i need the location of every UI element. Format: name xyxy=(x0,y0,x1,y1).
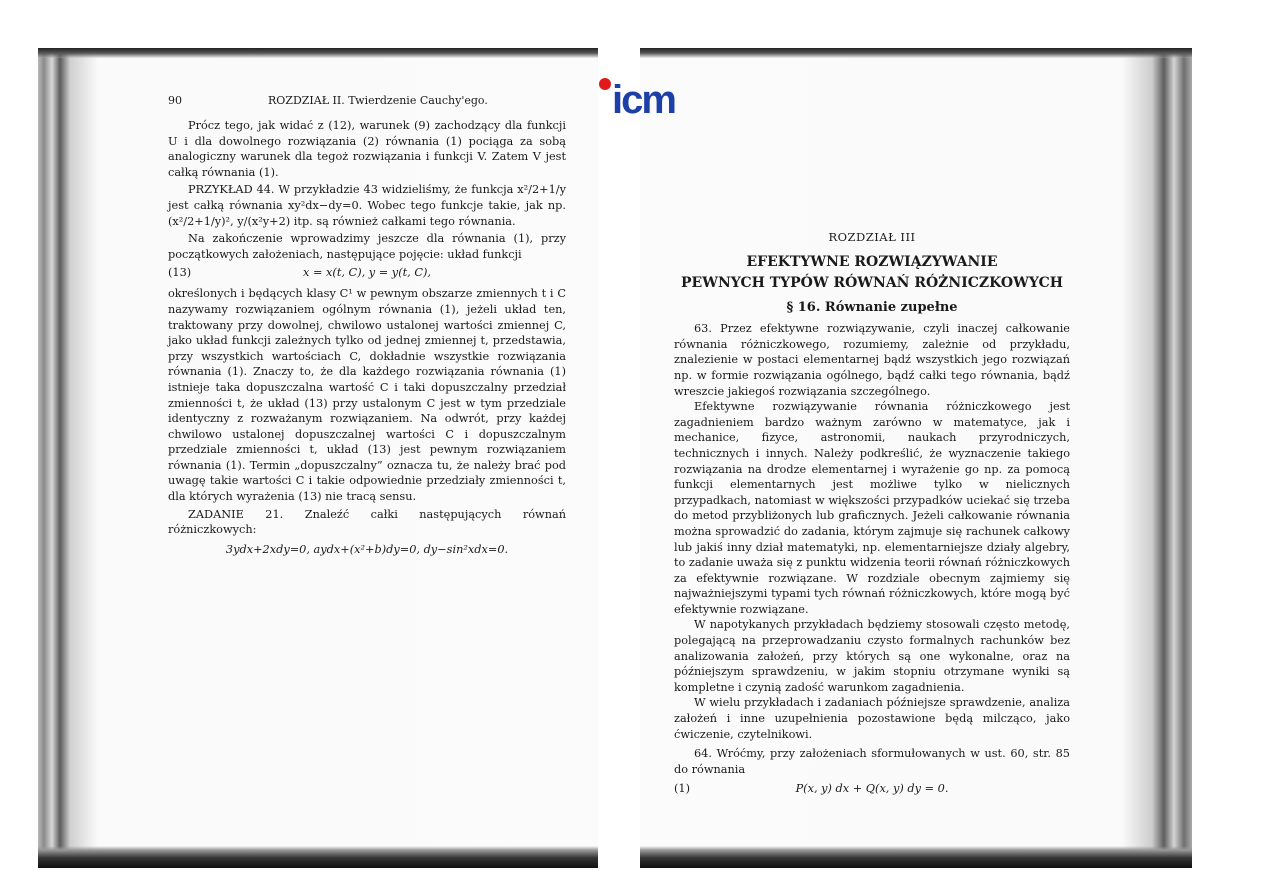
paragraph: 64. Wróćmy, przy założeniach sformułowanych w ust. 60, str. 85 do równania xyxy=(674,747,1070,776)
right-book-page xyxy=(640,48,1192,868)
left-text-block xyxy=(168,118,566,557)
equation-13 xyxy=(168,265,566,282)
left-book-page xyxy=(38,48,598,868)
running-head: ROZDZIAŁ II. Twierdzenie Cauchy'ego. xyxy=(268,94,488,107)
logo-red-dot-icon xyxy=(599,78,611,90)
example-paragraph: PRZYKŁAD 44. W przykładzie 43 widzieliśmy, że funkcja x²/2+1/y jest całką równania xy²dx−dy=0. Wobec tego funkcje takie, jak np. (x²/2+1/y)², y/(x²y+2) itp. są również całkami tego równania. xyxy=(168,183,566,228)
paragraph: Prócz tego, jak widać z (12), warunek (9) zachodzący dla funkcji U i dla dowolnego rozwiązania (2) równania (1) pociąga za sobą analogiczny warunek dla tegoż rozwiązania i funkcji V. Zatem V jest całką równania (1). xyxy=(168,119,566,179)
exercise-equations: 3ydx+2xdy=0, aydx+(x²+b)dy=0, dy−sin²xdx=0. xyxy=(225,542,509,556)
logo-text: icm xyxy=(612,78,675,122)
page-bottom-edge-shadow xyxy=(640,846,1192,868)
equation-number: (13) xyxy=(168,266,192,280)
chapter-title-line-1: EFEKTYWNE ROZWIĄZYWANIE xyxy=(746,253,998,270)
equation-text: P(x, y) dx + Q(x, y) dy = 0. xyxy=(795,782,949,796)
icm-logo xyxy=(598,78,678,122)
paragraph: 63. Przez efektywne rozwiązywanie, czyli inaczej całkowanie równania różniczkowego, rozumiemy, zależnie od przykładu, znalezienie w postaci elementarnej bądź wszystkich jego rozwiązań np. w formie rozwiązania ogólnego, bądź całki tego równania, bądź wreszcie jakiegoś rozwiązania szczególnego. xyxy=(674,322,1070,398)
page-top-edge-shadow xyxy=(38,48,598,58)
paragraph: określonych i będących klasy C¹ w pewnym obszarze zmiennych t i C nazywamy rozwiązaniem ogólnym równania (1), jeżeli układ ten, traktowany przy dowolnej, chwilowo ustalonej wartości zmiennej C, jako układ funkcji zależnych tylko od jednej zmiennej t, przedstawia, przy wszystkich wartościach C, dokładnie wszystkie rozwiązania równania (1). Znaczy to, że dla każdego rozwiązania równania (1) istnieje taka dopuszczalna wartość C i taki dopuszczalny przedział zmienności t, że układ (13) przy ustalonym C jest w tym przedziale identyczny z rozważanym rozwiązaniem. Na odwrót, przy każdej chwilowo ustalonej dopuszczalnej wartości C i dopuszczalnym przedziale zmienności t, układ (13) jest pewnym rozwiązaniem równania (1). Termin „dopuszczalny” oznacza tu, że należy brać pod uwagę takie wartości C i takie odpowiednie przedziały zmienności t, dla których wyrażenia (13) nie tracą sensu. xyxy=(168,287,566,504)
exercise-paragraph: ZADANIE 21. Znaleźć całki następujących równań różniczkowych: xyxy=(168,507,566,537)
page-bottom-edge-shadow xyxy=(38,846,598,868)
right-text-block xyxy=(674,230,1070,798)
paragraph: Efektywne rozwiązywanie równania różniczkowego jest zagadnieniem bardzo ważnym zarówno w matematyce, jak i mechanice, fizyce, astronomii, naukach przyrodniczych, technicznych i innych. Należy podkreślić, że wyznaczenie takiego rozwiązania na drodze elementarnej i wyrażenie go np. za pomocą funkcji elementarnych jest możliwe tylko w nielicznych przypadkach, natomiast w większości przypadków uciekać się trzeba do metod przybliżonych lub graficznych. Jeżeli całkowanie równania można sprowadzić do zadania, którym zajmuje się rachunek całkowy lub jakiś inny dział matematyki, np. elementarniejsze działy algebry, to zadanie uważa się z punktu widzenia teorii równań różniczkowych za efektywnie rozwiązane. W rozdziale obecnym zajmiemy się najważniejszymi typami tych równań różniczkowych, które mogą być efektywnie rozwiązane. xyxy=(674,400,1070,616)
equation-number: (1) xyxy=(674,782,691,796)
paragraph: Na zakończenie wprowadzimy jeszcze dla równania (1), przy początkowych założeniach, następujące pojęcie: układ funkcji xyxy=(168,232,566,261)
paragraph: W wielu przykładach i zadaniach późniejsze sprawdzenie, analiza założeń i inne uzupełnienia pozostawione będą milcząco, jako ćwiczenie, czytelnikowi. xyxy=(674,696,1070,741)
equation-1 xyxy=(674,781,1070,798)
chapter-heading: ROZDZIAŁ III xyxy=(828,230,916,244)
page-top-edge-shadow xyxy=(640,48,1192,58)
section-heading: § 16. Równanie zupełne xyxy=(786,299,958,315)
paragraph: W napotykanych przykładach będziemy stosowali często metodę, polegającą na przeprowadzaniu czysto formalnych rachunków bez analizowania założeń, przy których są one wykonalne, oraz na późniejszym sprawdzeniu, w jakim stopniu otrzymane wyniki są kompletne i czynią zadość warunkom zagadnienia. xyxy=(674,618,1070,694)
chapter-title-line-2: PEWNYCH TYPÓW RÓWNAŃ RÓŻNICZKOWYCH xyxy=(681,274,1063,291)
equation-text: x = x(t, C), y = y(t, C), xyxy=(303,266,431,280)
page-number: 90 xyxy=(168,94,182,107)
